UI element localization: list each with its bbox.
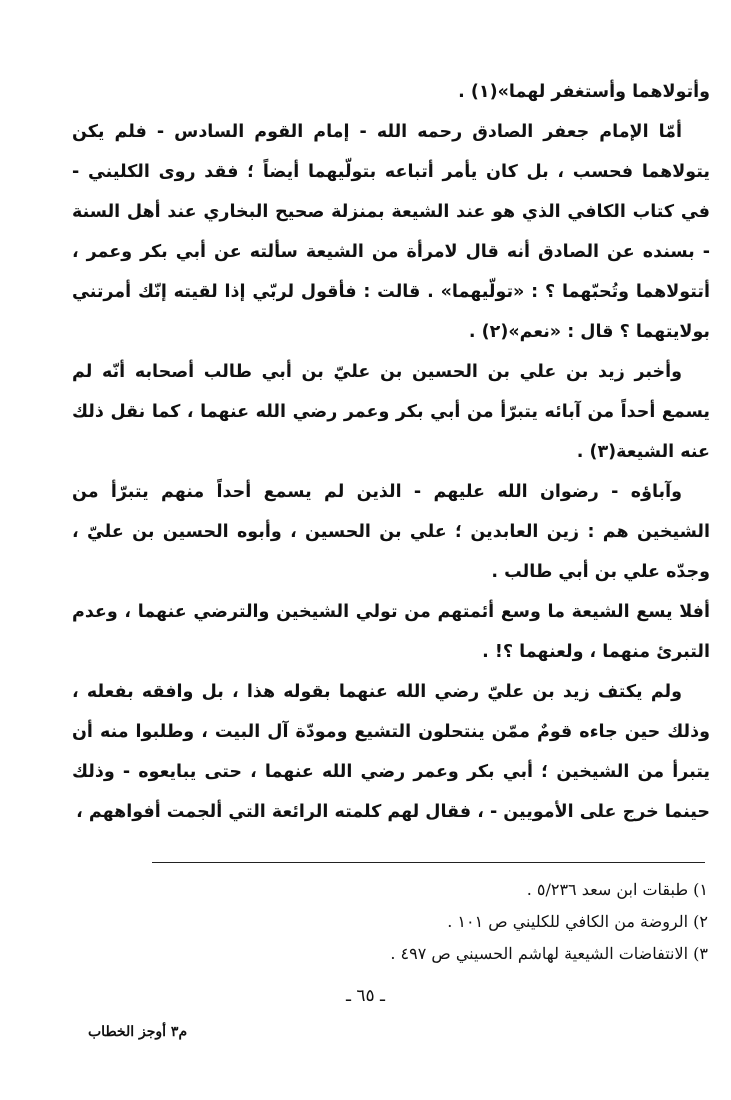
paragraph-2: أمّا الإمام جعفر الصادق رحمه الله - إمام القوم السادس - فلم يكن يتولاهما فحسب ، بل كان يأمر أتباعه بتولّيهما أيضاً ؛ فقد روى الكليني - في كتاب الكافي الذي هو عند الشيعة بمنزلة صحيح البخاري عند أهل السنة - بسنده عن الصادق أنه قال لامرأة من الشيعة سألته عن أبي بكر وعمر ، أتتولاهما وتُحبّهما ؟ : «تولّيهما» . قالت : فأقول لربّي إذا لقيته إنّك أمرتني بولايتهما ؟ قال : «نعم»(٢) . — [72, 122, 710, 342]
footnote-divider — [152, 862, 705, 863]
paragraph-6: ولم يكتف زيد بن عليّ رضي الله عنهما بقوله هذا ، بل وافقه بفعله ، وذلك حين جاءه قومٌ ممّن ينتحلون التشيع ومودّة آل البيت ، وطلبوا منه أن يتبرأ من الشيخين ؛ أبي بكر وعمر رضي الله عنهما ، حتى يبايعوه - وذلك حينما خرج على الأمويين - ، فقال لهم كلمته الرائعة التي ألجمت أفواههم ، — [72, 682, 710, 822]
paragraph-4: وآباؤه - رضوان الله عليهم - الذين لم يسمع أحداً منهم يتبرّأ من الشيخين هم : زين العابدين ؛ علي بن الحسين ، وأبوه الحسين بن عليّ ، وجدّه علي بن أبي طالب . — [72, 482, 710, 582]
footnote-3: ٣) الانتفاضات الشيعية لهاشم الحسيني ص ٤٩٧ . — [390, 944, 708, 963]
signature-mark: م٣ أوجز الخطاب — [88, 1024, 188, 1040]
paragraph-5: أفلا يسع الشيعة ما وسع أئمتهم من تولي الشيخين والترضي عنهما ، وعدم التبرئ منهما ، ولعنهما ؟! . — [72, 602, 710, 662]
footnote-1: ١) طبقات ابن سعد ٥/٢٣٦ . — [526, 880, 708, 899]
paragraph-3: وأخبر زيد بن علي بن الحسين بن عليّ بن أبي طالب أصحابه أنّه لم يسمع أحداً من آبائه يتبرّأ من أبي بكر وعمر رضي الله عنهما ، كما نقل ذلك عنه الشيعة(٣) . — [72, 362, 710, 462]
page-number: ـ ٦٥ ـ — [345, 986, 386, 1006]
footnote-2: ٢) الروضة من الكافي للكليني ص ١٠١ . — [447, 912, 708, 931]
main-text — [72, 72, 710, 832]
footnotes — [80, 874, 708, 970]
paragraph-1: وأتولاهما وأستغفر لهما»(١) . — [458, 82, 710, 102]
